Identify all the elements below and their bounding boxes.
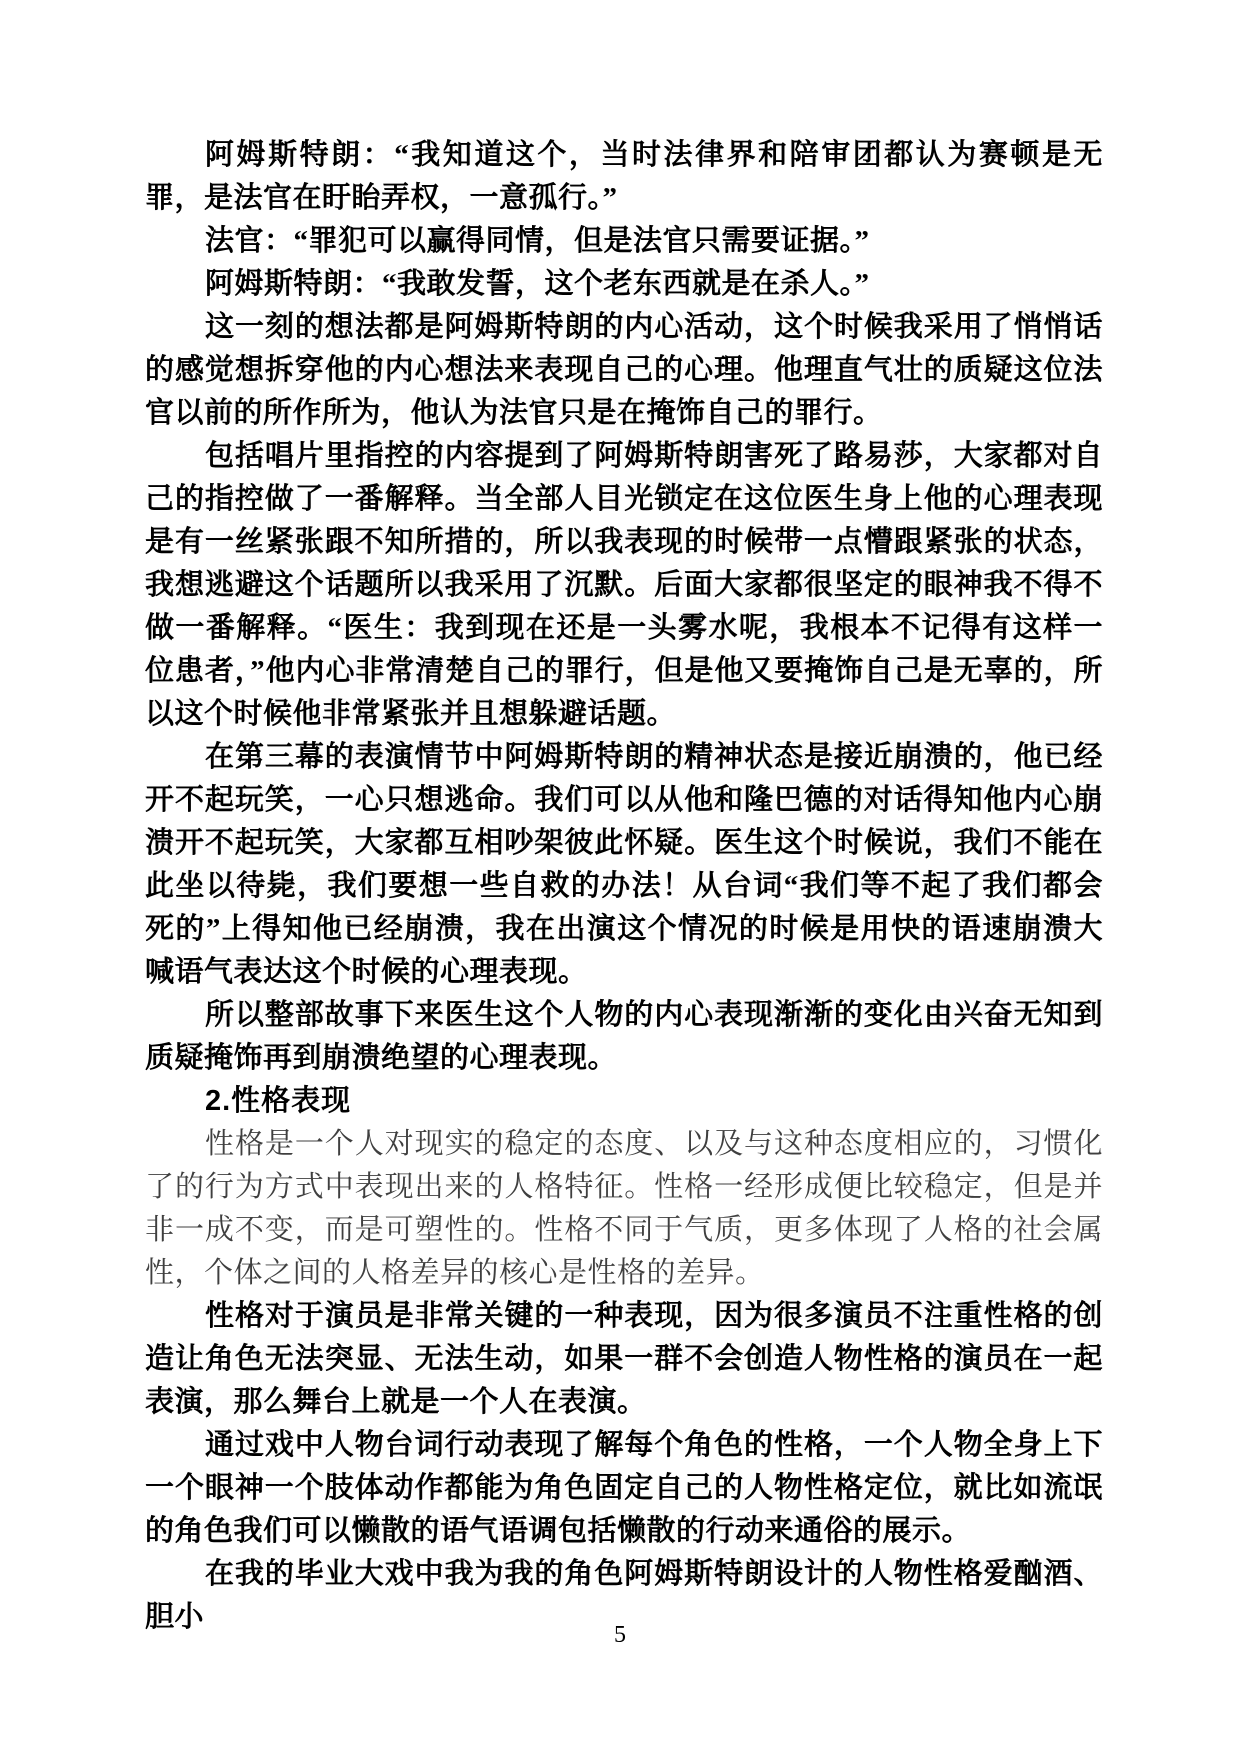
page-body-text — [145, 134, 1103, 1639]
paragraph-character-importance: 性格对于演员是非常关键的一种表现，因为很多演员不注重性格的创造让角色无法突显、无法生动，如果一群不会创造人物性格的演员在一起表演，那么舞台上就是一个人在表演。 — [145, 1300, 1103, 1418]
page-number: 5 — [614, 1622, 626, 1648]
paragraph-graduation-play: 在我的毕业大戏中我为我的角色阿姆斯特朗设计的人物性格爱酗酒、胆小 — [145, 1558, 1103, 1633]
paragraph-dialogue-armstrong-1: 阿姆斯特朗：“我知道这个，当时法律界和陪审团都认为赛顿是无罪，是法官在盱眙弄权，一意孤行。” — [145, 139, 1103, 214]
section-heading-character-expression: 2.性格表现 — [205, 1085, 352, 1117]
paragraph-act-three: 在第三幕的表演情节中阿姆斯特朗的精神状态是接近崩溃的，他已经开不起玩笑，一心只想逃命。我们可以从他和隆巴德的对话得知他内心崩溃开不起玩笑，大家都互相吵架彼此怀疑。医生这个时候说，我们不能在此坐以待毙，我们要想一些自救的办法！从台词“我们等不起了我们都会死的”上得知他已经崩溃，我在出演这个情况的时候是用快的语速崩溃大喊语气表达这个时候的心理表现。 — [145, 741, 1103, 988]
paragraph-character-definition: 性格是一个人对现实的稳定的态度、以及与这种态度相应的，习惯化了的行为方式中表现出来的人格特征。性格一经形成便比较稳定，但是并非一成不变，而是可塑性的。性格不同于气质，更多体现了人格的社会属性，个体之间的人格差异的核心是性格的差异。 — [145, 1128, 1103, 1289]
paragraph-dialogue-armstrong-2: 阿姆斯特朗：“我敢发誓，这个老东西就是在杀人。” — [205, 268, 870, 300]
paragraph-character-through-lines: 通过戏中人物台词行动表现了解每个角色的性格，一个人物全身上下一个眼神一个肢体动作都能为角色固定自己的人物性格定位，就比如流氓的角色我们可以懒散的语气语调包括懒散的行动来通俗的展示。 — [145, 1429, 1103, 1547]
paragraph-record-accusation: 包括唱片里指控的内容提到了阿姆斯特朗害死了路易莎，大家都对自己的指控做了一番解释。当全部人目光锁定在这位医生身上他的心理表现是有一丝紧张跟不知所措的，所以我表现的时候带一点懵跟紧张的状态，我想逃避这个话题所以我采用了沉默。后面大家都很坚定的眼神我不得不做一番解释。“医生：我到现在还是一头雾水呢，我根本不记得有这样一位患者，”他内心非常清楚自己的罪行，但是他又要掩饰自己是无辜的，所以这个时候他非常紧张并且想躲避话题。 — [145, 440, 1103, 730]
paragraph-inner-thoughts: 这一刻的想法都是阿姆斯特朗的内心活动，这个时候我采用了悄悄话的感觉想拆穿他的内心想法来表现自己的心理。他理直气壮的质疑这位法官以前的所作所为，他认为法官只是在掩饰自己的罪行。 — [145, 311, 1103, 429]
paragraph-summary: 所以整部故事下来医生这个人物的内心表现渐渐的变化由兴奋无知到质疑掩饰再到崩溃绝望的心理表现。 — [145, 999, 1103, 1074]
paragraph-dialogue-judge: 法官：“罪犯可以赢得同情，但是法官只需要证据。” — [205, 225, 870, 257]
